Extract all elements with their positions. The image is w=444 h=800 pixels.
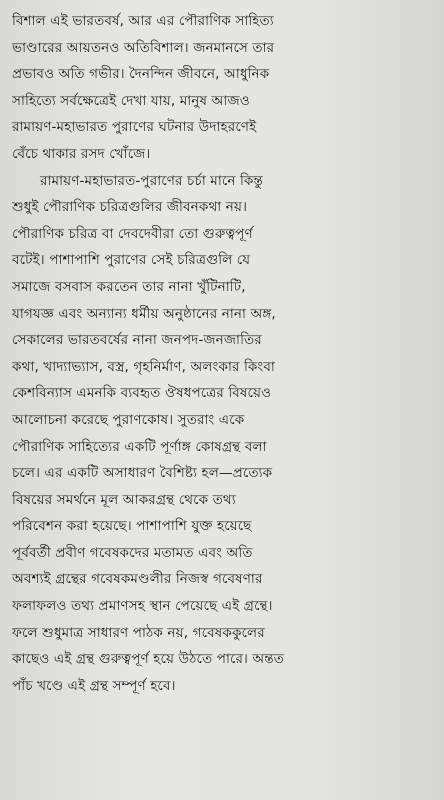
text-line: বিষয়ের সমর্থনে মূল আকরগ্রন্থ থেকে তথ্য: [12, 491, 236, 508]
text-line: পৌরাণিক চরিত্র বা দেবদেবীরা তো গুরুত্বপূর্ণ: [12, 225, 253, 242]
text-line: যাগযজ্ঞ এবং অন্যান্য ধর্মীয় অনুষ্ঠানের নানা অঙ্গ,: [12, 305, 276, 322]
text-line: বিশাল এই ভারতবর্ষ, আর এর পৌরাণিক সাহিত্য: [12, 13, 274, 29]
text-line: ভাণ্ডারের আয়তনও অতিবিশাল। জনমানসে তার: [12, 39, 275, 56]
text-line: কথা, খাদ্যাভ্যাস, বস্ত্র, গৃহনির্মাণ, অলংকার কিংবা: [12, 358, 275, 375]
text-line: রামায়ণ-মহাভারত-পুরাণের চর্চা মানে কিন্তু: [40, 172, 263, 189]
text-line: সাহিত্যে সর্বক্ষেত্রেই দেখা যায়, মানুষ আজও: [12, 92, 250, 109]
text-line: কাছেও এই গ্রন্থ গুরুত্বপূর্ণ হয়ে উঠতে পারে। অন্তত: [12, 651, 285, 668]
text-line: সেকালের ভারতবর্ষের নানা জনপদ-জনজাতির: [12, 332, 262, 349]
text-line: কেশবিন্যাস এমনকি ব্যবহৃত ঔষধপত্রের বিষয়েও: [12, 385, 272, 402]
text-line: রামায়ণ-মহাভারত পুরাণের ঘটনার উদাহরণেই: [12, 119, 257, 136]
text-line: অবশ্যই গ্রন্থের গবেষকমণ্ডলীর নিজস্ব গবেষণার: [12, 571, 263, 588]
text-line: ফলাফলও তথ্য প্রমাণসহ স্থান পেয়েছে এই গ্রন্থে।: [12, 598, 273, 615]
text-line: পৌরাণিক সাহিত্যের একটি পূর্ণাঙ্গ কোষগ্রন্থ বলা: [12, 438, 267, 455]
text-line: সমাজে বসবাস করতেন তার নানা খুঁটিনাটি,: [12, 278, 246, 295]
text-line: চলে। এর একটি অসাধারণ বৈশিষ্ট্য হল—প্রত্যেক: [12, 465, 273, 482]
paragraph-1: [12, 8, 436, 168]
text-line: পরিবেশন করা হয়েছে। পাশাপাশি যুক্ত হয়েছে: [12, 518, 252, 535]
text-line: পাঁচ খণ্ডে এই গ্রন্থ সম্পূর্ণ হবে।: [12, 677, 176, 694]
text-line: আলোচনা করেছে পুরাণকোষ। সুতরাং একে: [12, 411, 245, 428]
text-line: বেঁচে থাকার রসদ খোঁজে।: [12, 145, 151, 162]
book-page: [12, 8, 436, 792]
paragraph-2: [12, 168, 436, 700]
text-line: ফলে শুধুমাত্র সাধারণ পাঠক নয়, গবেষককুলের: [12, 624, 265, 641]
text-line: শুধুই পৌরাণিক চরিত্রগুলির জীবনকথা নয়।: [12, 199, 248, 216]
text-line: বটেই। পাশাপাশি পুরাণের সেই চরিত্রগুলি যে: [12, 252, 251, 269]
text-line: প্রভাবও অতি গভীর। দৈনন্দিন জীবনে, আধুনিক: [12, 66, 270, 83]
text-line: পূর্ববর্তী প্রবীণ গবেষকদের মতামত এবং অতি: [12, 544, 253, 561]
